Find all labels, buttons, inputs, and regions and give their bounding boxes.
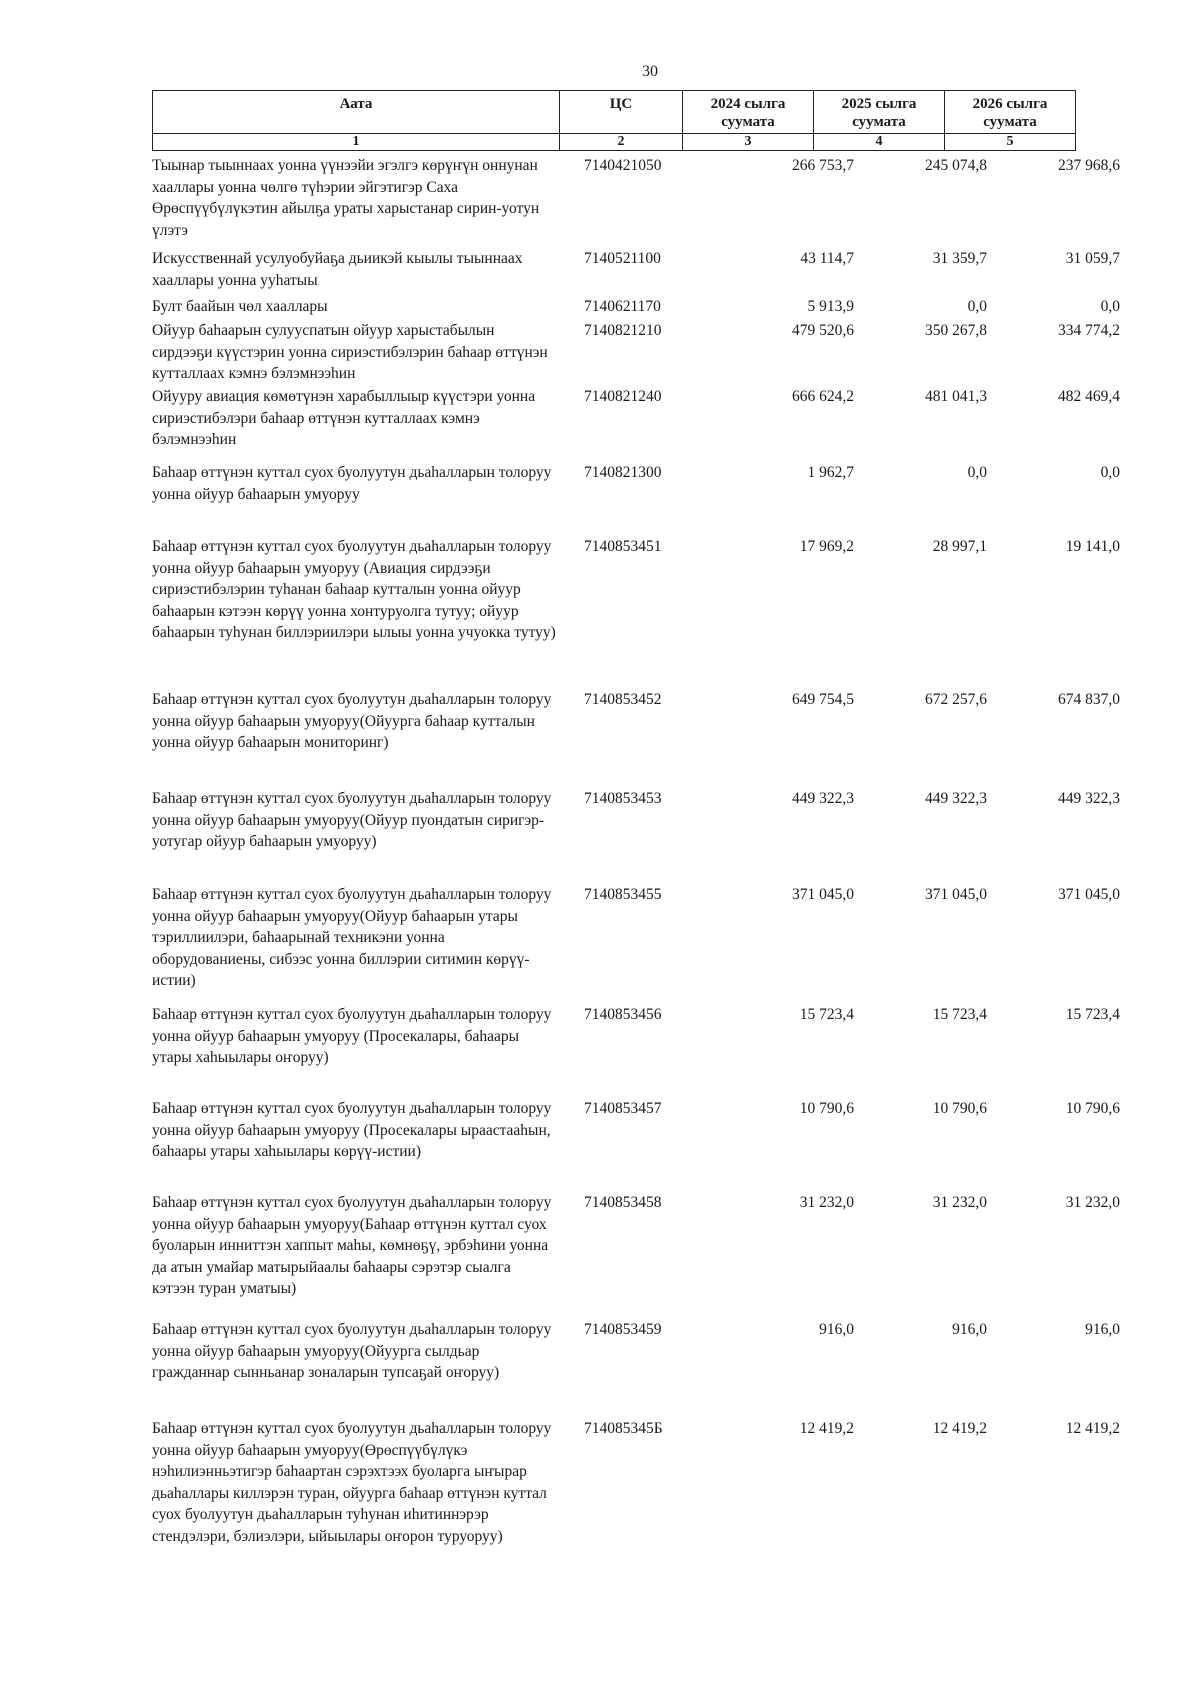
row-value-2025: 245 074,8 xyxy=(925,157,987,174)
row-value-2024: 479 520,6 xyxy=(792,322,854,339)
row-value-2026: 371 045,0 xyxy=(1058,886,1120,903)
row-name: Баһаар өттүнэн куттал суох буолуутун дьаһалларын толоруу уонна ойуур баһаарын умуоруу (Просекалары, баһаары утары хаһыылары оҥоруу) xyxy=(152,1006,552,1067)
row-name: Баһаар өттүнэн куттал суох буолуутун дьаһалларын толоруу уонна ойуур баһаарын умуоруу xyxy=(152,464,552,503)
row-value-2025: 481 041,3 xyxy=(925,388,987,405)
row-name: Ойуур баһаарын сулууспатын ойуур харыстабылын сирдээҕи күүстэрин уонна сириэстибэлэрин баһаар өттүнэн кутталлаах кэмнэ бэлэмнээһин xyxy=(152,322,548,383)
row-value-2025: 28 997,1 xyxy=(932,538,987,555)
row-code: 7140853458 xyxy=(584,1194,662,1211)
row-value-2024: 31 232,0 xyxy=(799,1194,854,1211)
row-name: Баһаар өттүнэн куттал суох буолуутун дьаһалларын толоруу уонна ойуур баһаарын умуоруу (Авиация сирдээҕи сириэстибэлэрин туһанан баһаар кутталын уонна ойуур баһаарын кэтээн көрүү уонна хонтуруолга тутуу; ойуур баһаарын туһунан биллэриилэри ылыы уонна учуокка тутуу) xyxy=(152,538,556,642)
row-value-2025: 31 232,0 xyxy=(932,1194,987,1211)
row-value-2026: 482 469,4 xyxy=(1058,388,1120,405)
row-value-2025: 449 322,3 xyxy=(925,790,987,807)
row-name: Баһаар өттүнэн куттал суох буолуутун дьаһалларын толоруу уонна ойуур баһаарын умуоруу(Баһаар өттүнэн куттал суох буоларын инниттэн хаппыт маһы, көмнөҕү, эрбэһини уонна да атын умайар матырыйаалы баһаары сэрэтэр сыалга кэтээн туран уматыы) xyxy=(152,1194,552,1298)
row-name: Баһаар өттүнэн куттал суох буолуутун дьаһалларын толоруу уонна ойуур баһаарын умуоруу(Ойуурга баһаар кутталын уонна ойуур баһаарын мониторинг) xyxy=(152,691,552,752)
row-value-2025: 371 045,0 xyxy=(925,886,987,903)
row-name: Баһаар өттүнэн куттал суох буолуутун дьаһалларын толоруу уонна ойуур баһаарын умуоруу(Ойуурга сылдьар гражданнар сынньанар зоналарын тупсаҕай оҥоруу) xyxy=(152,1321,552,1382)
row-name: Баһаар өттүнэн куттал суох буолуутун дьаһалларын толоруу уонна ойуур баһаарын умуоруу(Өрөспүүбүлүкэ нэһилиэнньэтигэр баһаартан сэрэхтээх буоларга ыҥырар дьаһаллары киллэрэн туран, ойуурга баһаар өттүнэн куттал суох буолуутун дьаһалларын туһунан иһитиннэрэр стендэлэри, бэлиэлэри, ыйыылары оҥорон туруоруу) xyxy=(152,1420,552,1545)
col-header-2025: 2025 сылга суумата xyxy=(814,91,945,134)
row-value-2024: 666 624,2 xyxy=(792,388,854,405)
page-number: 30 xyxy=(642,63,658,80)
row-name: Баһаар өттүнэн куттал суох буолуутун дьаһалларын толоруу уонна ойуур баһаарын умуоруу(Ойуур баһаарын утары тэриллиилэри, баһаарынай техникэни уонна оборудованиены, сибээс уонна биллэрии ситимин көрүү-истии) xyxy=(152,886,552,990)
col-number: 3 xyxy=(683,134,814,151)
row-value-2026: 31 059,7 xyxy=(1065,250,1120,267)
col-number: 4 xyxy=(814,134,945,151)
row-value-2026: 19 141,0 xyxy=(1065,538,1120,555)
row-value-2025: 10 790,6 xyxy=(932,1100,987,1117)
row-value-2025: 916,0 xyxy=(952,1321,987,1338)
row-name: Ойууру авиация көмөтүнэн харабыллыыр күүстэри уонна сириэстибэлэри баһаар өттүнэн кутталлаах кэмнэ бэлэмнээһин xyxy=(152,388,536,449)
row-code: 7140621170 xyxy=(584,298,661,315)
row-value-2024: 916,0 xyxy=(819,1321,854,1338)
row-value-2026: 334 774,2 xyxy=(1058,322,1120,339)
row-name: Искусственнай усулуобуйаҕа дьиикэй кыылы тыыннаах хааллары уонна ууһатыы xyxy=(152,250,523,289)
row-value-2026: 237 968,6 xyxy=(1058,157,1120,174)
row-value-2026: 0,0 xyxy=(1100,464,1120,481)
row-value-2025: 31 359,7 xyxy=(932,250,987,267)
row-value-2024: 1 962,7 xyxy=(807,464,854,481)
row-value-2024: 17 969,2 xyxy=(799,538,854,555)
row-value-2024: 5 913,9 xyxy=(807,298,854,315)
row-value-2026: 12 419,2 xyxy=(1065,1420,1120,1437)
row-value-2026: 15 723,4 xyxy=(1065,1006,1120,1023)
row-name: Булт баайын чөл хааллары xyxy=(152,298,328,315)
col-header-2024: 2024 сылга суумата xyxy=(683,91,814,134)
col-header-name: Аата xyxy=(153,91,560,134)
col-number: 2 xyxy=(560,134,683,151)
row-value-2025: 12 419,2 xyxy=(932,1420,987,1437)
col-number: 1 xyxy=(153,134,560,151)
row-value-2026: 916,0 xyxy=(1085,1321,1120,1338)
row-code: 714085345Б xyxy=(584,1420,663,1437)
row-code: 7140821300 xyxy=(584,464,662,481)
row-value-2025: 672 257,6 xyxy=(925,691,987,708)
row-name: Баһаар өттүнэн куттал суох буолуутун дьаһалларын толоруу уонна ойуур баһаарын умуоруу(Ойуур пуондатын сиригэр-уотугар ойуур баһаарын умуоруу) xyxy=(152,790,552,851)
row-value-2026: 674 837,0 xyxy=(1058,691,1120,708)
row-value-2024: 649 754,5 xyxy=(792,691,854,708)
col-header-2026: 2026 сылга суумата xyxy=(945,91,1076,134)
row-value-2026: 10 790,6 xyxy=(1065,1100,1120,1117)
row-code: 7140853451 xyxy=(584,538,662,555)
row-code: 7140821210 xyxy=(584,322,662,339)
row-code: 7140521100 xyxy=(584,250,661,267)
row-value-2024: 371 045,0 xyxy=(792,886,854,903)
row-code: 7140853457 xyxy=(584,1100,662,1117)
row-code: 7140853459 xyxy=(584,1321,662,1338)
row-code: 7140853455 xyxy=(584,886,662,903)
col-header-code: ЦС xyxy=(560,91,683,134)
row-code: 7140421050 xyxy=(584,157,662,174)
row-code: 7140853456 xyxy=(584,1006,662,1023)
row-value-2026: 0,0 xyxy=(1100,298,1120,315)
row-value-2025: 0,0 xyxy=(967,298,987,315)
col-number: 5 xyxy=(945,134,1076,151)
row-value-2024: 449 322,3 xyxy=(792,790,854,807)
row-code: 7140853453 xyxy=(584,790,662,807)
row-value-2025: 0,0 xyxy=(967,464,987,481)
row-value-2024: 12 419,2 xyxy=(799,1420,854,1437)
row-value-2024: 10 790,6 xyxy=(799,1100,854,1117)
table-header xyxy=(152,90,1076,151)
row-code: 7140821240 xyxy=(584,388,662,405)
row-name: Баһаар өттүнэн куттал суох буолуутун дьаһалларын толоруу уонна ойуур баһаарын умуоруу (Просекалары ыраастааһын, баһаары утары хаһыылары көрүү-истии) xyxy=(152,1100,552,1161)
row-value-2025: 350 267,8 xyxy=(925,322,987,339)
row-value-2024: 15 723,4 xyxy=(799,1006,854,1023)
row-value-2026: 449 322,3 xyxy=(1058,790,1120,807)
row-name: Тыынар тыыннаах уонна үүнээйи эгэлгэ көрүҥүн оннунан хааллары уонна чөлгө түһэрии эйгэтигэр Саха Өрөспүүбүлүкэтин айылҕа ураты харыстанар сирин-уотун үлэтэ xyxy=(152,157,540,239)
row-code: 7140853452 xyxy=(584,691,662,708)
row-value-2024: 43 114,7 xyxy=(800,250,854,267)
row-value-2024: 266 753,7 xyxy=(792,157,854,174)
row-value-2025: 15 723,4 xyxy=(932,1006,987,1023)
row-value-2026: 31 232,0 xyxy=(1065,1194,1120,1211)
